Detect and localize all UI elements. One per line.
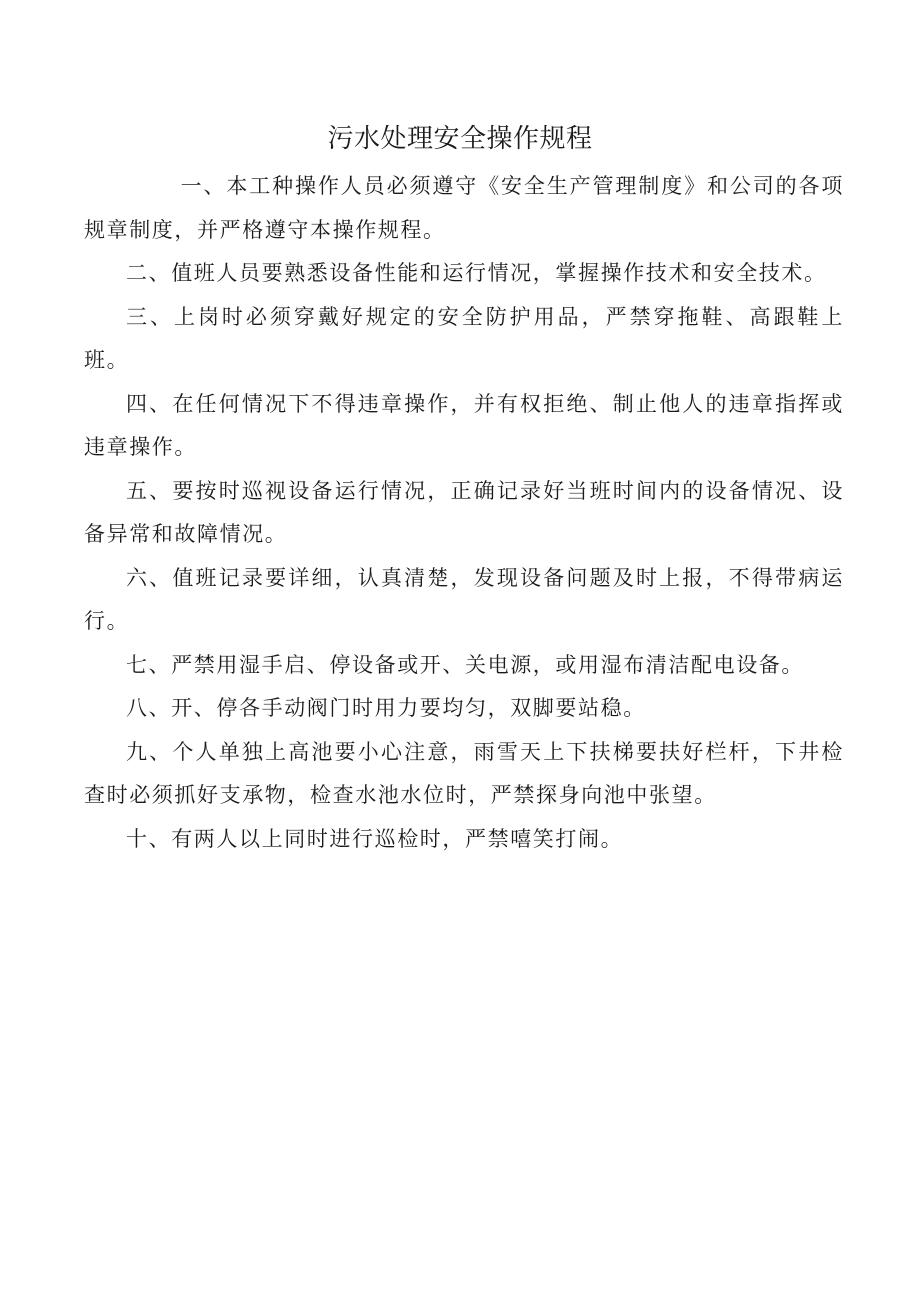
rule-paragraph-6: 六、值班记录要详细，认真清楚，发现设备问题及时上报，不得带病运行。 [84,565,844,633]
rule-paragraph-3: 三、上岗时必须穿戴好规定的安全防护用品，严禁穿拖鞋、高跟鞋上班。 [84,304,844,372]
document-body [84,165,844,861]
rule-paragraph-4: 四、在任何情况下不得违章操作，并有权拒绝、制止他人的违章指挥或违章操作。 [84,391,844,459]
rule-paragraph-1: 一、本工种操作人员必须遵守《安全生产管理制度》和公司的各项规章制度，并严格遵守本操作规程。 [84,174,844,242]
rule-paragraph-7: 七、严禁用湿手启、停设备或开、关电源，或用湿布清洁配电设备。 [126,652,804,677]
rule-paragraph-10: 十、有两人以上同时进行巡检时，严禁嘻笑打闹。 [126,826,624,851]
rule-paragraph-9: 九、个人单独上高池要小心注意，雨雪天上下扶梯要扶好栏杆，下井检查时必须抓好支承物，检查水池水位时，严禁探身向池中张望。 [84,739,844,807]
rule-paragraph-5: 五、要按时巡视设备运行情况，正确记录好当班时间内的设备情况、设备异常和故障情况。 [84,478,844,546]
page-title: 污水处理安全操作规程 [327,124,593,154]
rule-paragraph-8: 八、开、停各手动阀门时用力要均匀，双脚要站稳。 [126,696,646,720]
rule-paragraph-2: 二、值班人员要熟悉设备性能和运行情况，掌握操作技术和安全技术。 [126,261,827,285]
